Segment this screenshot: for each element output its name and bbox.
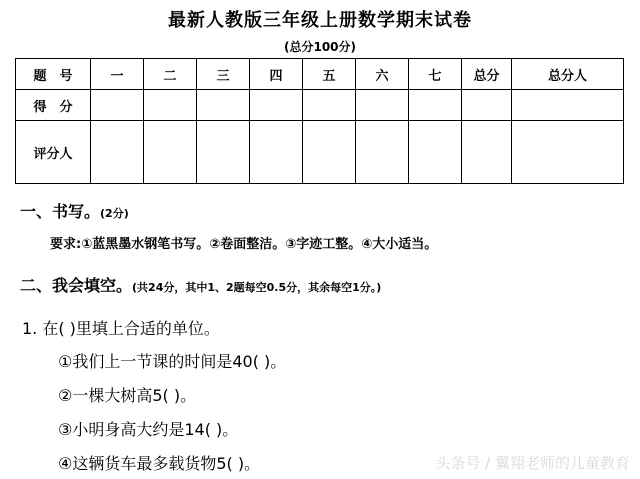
score-cell — [512, 90, 624, 121]
header-cell-7: 七 — [409, 59, 462, 90]
question-1-item-3: ③小明身高大约是14( )。 — [58, 420, 239, 439]
grader-row-label: 评分人 — [16, 121, 91, 184]
score-cell — [356, 90, 409, 121]
grader-cell — [356, 121, 409, 184]
header-cell-1: 一 — [91, 59, 144, 90]
grader-cell — [197, 121, 250, 184]
grader-cell — [250, 121, 303, 184]
section-1-requirement: 要求:①蓝黑墨水钢笔书写。②卷面整洁。③字迹工整。④大小适当。 — [50, 237, 438, 252]
score-cell — [91, 90, 144, 121]
score-cell — [409, 90, 462, 121]
grader-cell — [409, 121, 462, 184]
section-2-heading — [20, 273, 381, 296]
grader-row — [16, 121, 624, 184]
section-1-heading — [20, 199, 129, 222]
header-cell-5: 五 — [303, 59, 356, 90]
question-1-item-2: ②一棵大树高5( )。 — [58, 386, 197, 405]
grader-cell — [462, 121, 512, 184]
section-1-title: 一、书写。 — [20, 202, 101, 221]
section-1-points: (2分) — [100, 207, 129, 220]
page-title: 最新人教版三年级上册数学期末试卷 — [168, 10, 472, 31]
table-header-row — [16, 59, 624, 90]
section-2-title: 二、我会填空。 — [20, 276, 133, 295]
header-cell-2: 二 — [144, 59, 197, 90]
score-row-label: 得 分 — [16, 90, 91, 121]
header-cell-grader: 总分人 — [512, 59, 624, 90]
header-cell-total: 总分 — [462, 59, 512, 90]
header-cell-3: 三 — [197, 59, 250, 90]
question-1-stem: 1. 在( )里填上合适的单位。 — [22, 319, 220, 338]
header-cell-4: 四 — [250, 59, 303, 90]
score-cell — [197, 90, 250, 121]
score-cell — [462, 90, 512, 121]
grader-cell — [303, 121, 356, 184]
total-score-note: (总分100分) — [283, 40, 357, 54]
watermark: 头条号 / 翼翔老师的儿童教育 — [435, 454, 630, 472]
score-table — [15, 58, 624, 184]
score-row — [16, 90, 624, 121]
section-2-points: (共24分，其中1、2题每空0.5分，其余每空1分。) — [132, 281, 382, 294]
header-cell-question-no: 题 号 — [16, 59, 91, 90]
score-cell — [250, 90, 303, 121]
grader-cell — [512, 121, 624, 184]
grader-cell — [144, 121, 197, 184]
header-cell-6: 六 — [356, 59, 409, 90]
question-1-item-1: ①我们上一节课的时间是40( )。 — [58, 352, 287, 371]
score-cell — [144, 90, 197, 121]
score-cell — [303, 90, 356, 121]
grader-cell — [91, 121, 144, 184]
question-1-item-4: ④这辆货车最多载货物5( )。 — [58, 454, 261, 473]
